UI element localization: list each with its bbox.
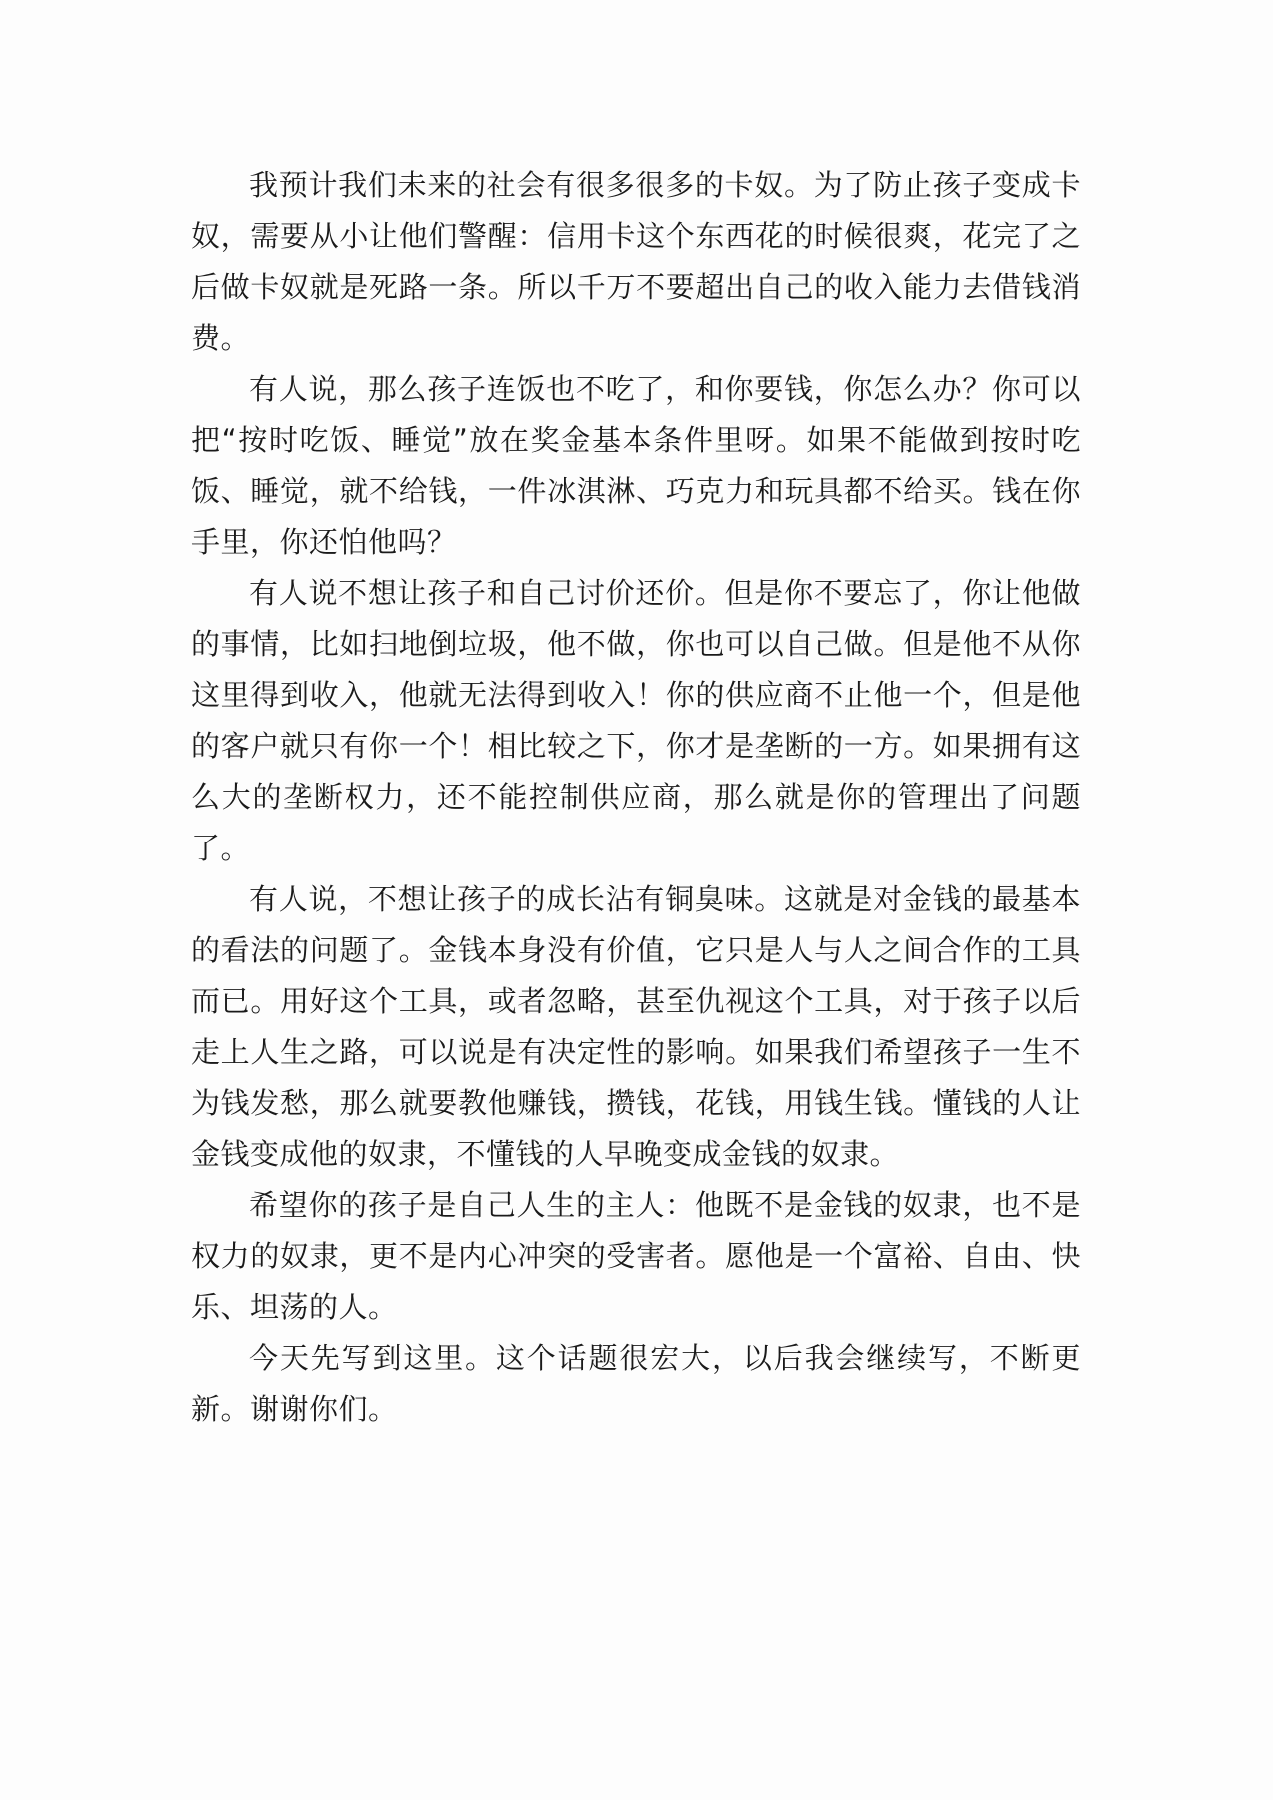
paragraph: 有人说，那么孩子连饭也不吃了，和你要钱，你怎么办？你可以把“按时吃饭、睡觉”放在奖金基本条件里呀。如果不能做到按时吃饭、睡觉，就不给钱，一件冰淇淋、巧克力和玩具都不给买。钱在你手里，你还怕他吗？ (191, 372, 1081, 559)
body-text (191, 160, 1081, 1435)
paragraph: 有人说不想让孩子和自己讨价还价。但是你不要忘了，你让他做的事情，比如扫地倒垃圾，他不做，你也可以自己做。但是他不从你这里得到收入，他就无法得到收入！你的供应商不止他一个，但是他的客户就只有你一个！相比较之下，你才是垄断的一方。如果拥有这么大的垄断权力，还不能控制供应商，那么就是你的管理出了问题了。 (191, 576, 1081, 865)
paragraph: 我预计我们未来的社会有很多很多的卡奴。为了防止孩子变成卡奴，需要从小让他们警醒：信用卡这个东西花的时候很爽，花完了之后做卡奴就是死路一条。所以千万不要超出自己的收入能力去借钱消费。 (191, 168, 1081, 355)
paragraph: 有人说，不想让孩子的成长沾有铜臭味。这就是对金钱的最基本的看法的问题了。金钱本身没有价值，它只是人与人之间合作的工具而已。用好这个工具，或者忽略，甚至仇视这个工具，对于孩子以后走上人生之路，可以说是有决定性的影响。如果我们希望孩子一生不为钱发愁，那么就要教他赚钱，攒钱，花钱，用钱生钱。懂钱的人让金钱变成他的奴隶，不懂钱的人早晚变成金钱的奴隶。 (191, 882, 1081, 1171)
paragraph: 今天先写到这里。这个话题很宏大，以后我会继续写，不断更新。谢谢你们。 (191, 1341, 1081, 1426)
paragraph: 希望你的孩子是自己人生的主人：他既不是金钱的奴隶，也不是权力的奴隶，更不是内心冲突的受害者。愿他是一个富裕、自由、快乐、坦荡的人。 (191, 1188, 1081, 1324)
